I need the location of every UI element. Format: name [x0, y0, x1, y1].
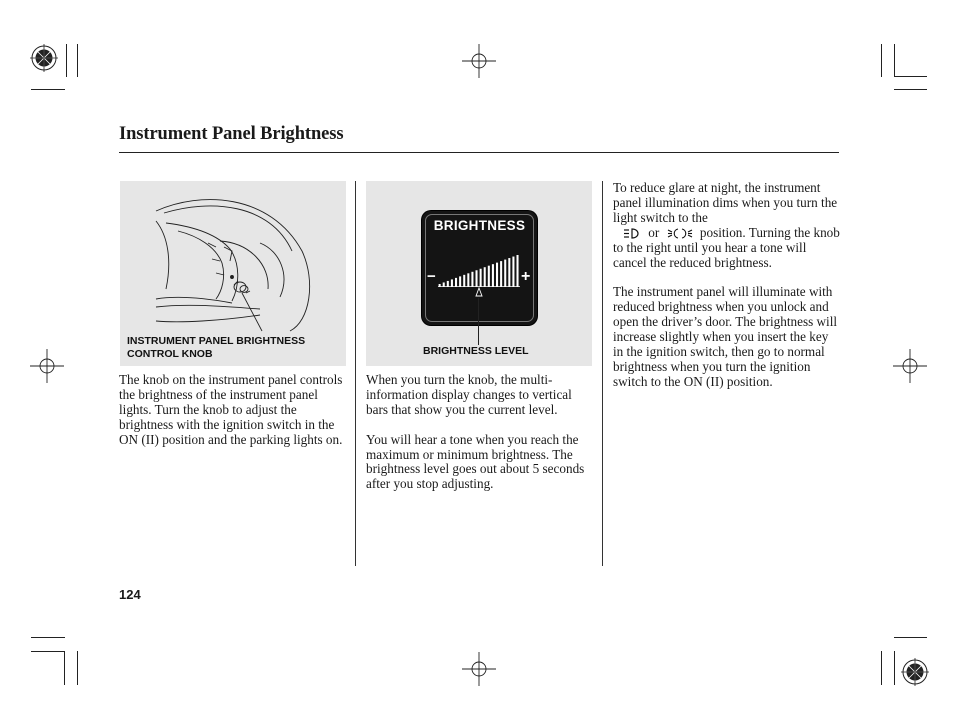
brightness-bar: [467, 273, 469, 287]
brightness-bar: [508, 258, 510, 287]
display-title: BRIGHTNESS: [433, 218, 526, 233]
paragraph: The instrument panel will illuminate with reduced brightness when you unlock and open the driver’s door. The brightness will increase slightly when you insert the key in the ignition switch, then go to normal brightness when you turn the ignition switch to the ON (II) position.: [613, 284, 838, 389]
column-divider: [602, 181, 603, 566]
crop-mark: [881, 44, 882, 77]
text-run: position. Turning the knob to the right until you hear a tone will cancel the reduced brightness.: [613, 224, 840, 270]
crop-mark: [894, 637, 927, 638]
crosshair-icon: [462, 652, 496, 686]
brightness-bar: [484, 267, 486, 287]
plus-sign: +: [521, 268, 531, 285]
crop-mark: [77, 44, 78, 77]
figure-caption: BRIGHTNESS LEVEL: [423, 345, 529, 357]
brightness-leader-line: [478, 298, 479, 345]
crop-mark: [894, 89, 927, 90]
column-2: [366, 373, 592, 507]
paragraph: [613, 181, 841, 270]
brightness-bar: [455, 278, 457, 287]
column-3: [613, 181, 841, 405]
crop-mark: [894, 651, 895, 685]
page-number: 124: [119, 587, 141, 602]
figure-caption: [127, 335, 305, 360]
crop-mark: [64, 651, 65, 685]
brightness-bars: [438, 255, 520, 287]
page-title: Instrument Panel Brightness: [119, 124, 344, 144]
crop-mark: [31, 637, 65, 638]
brightness-bar: [459, 276, 461, 287]
brightness-display-screen: [422, 211, 537, 325]
crop-mark: [66, 44, 67, 77]
brightness-bar: [451, 279, 453, 287]
caption-line: CONTROL KNOB: [127, 347, 213, 360]
registration-mark-icon: [901, 658, 929, 686]
brightness-bar: [496, 263, 498, 287]
crosshair-icon: [893, 349, 927, 383]
parking-light-icon: [667, 228, 693, 239]
crop-mark: [31, 651, 65, 652]
paragraph: When you turn the knob, the multi-information display changes to vertical bars that show you the current level.: [366, 372, 572, 417]
figure-brightness-display: [366, 181, 592, 366]
caption-line: INSTRUMENT PANEL BRIGHTNESS: [127, 335, 306, 347]
minus-sign: −: [427, 268, 436, 285]
brightness-bar: [480, 269, 482, 287]
figure-knob: [120, 181, 346, 366]
paragraph: You will hear a tone when you reach the maximum or minimum brightness. The brightness level goes out about 5 seconds after you stop adjusting.: [366, 431, 585, 492]
crop-mark: [77, 651, 78, 685]
brightness-bar: [492, 264, 494, 287]
brightness-bar: [447, 281, 449, 287]
crop-mark: [894, 76, 927, 77]
crop-mark: [881, 651, 882, 685]
column-1: [119, 373, 344, 462]
text-run: or: [648, 224, 660, 240]
crop-mark: [31, 89, 65, 90]
brightness-bar: [504, 260, 506, 287]
text-run: To reduce glare at night, the instrument panel illumination dims when you turn the light switch to the: [613, 180, 838, 225]
crosshair-icon: [462, 44, 496, 78]
brightness-bar: [512, 257, 514, 287]
crop-mark: [894, 44, 895, 77]
brightness-bar: [500, 261, 502, 287]
crosshair-icon: [30, 349, 64, 383]
registration-mark-icon: [30, 44, 58, 72]
brightness-bar: [476, 270, 478, 287]
brightness-bar: [488, 266, 490, 287]
brightness-bar: [517, 255, 519, 287]
headlight-icon: [623, 228, 641, 239]
paragraph: The knob on the instrument panel controls the brightness of the instrument panel lights. Turn the knob to adjust the brightness with the ignition switch in the ON (II) position and the parking lights on.: [119, 372, 343, 447]
level-pointer-icon: [475, 287, 483, 297]
column-divider: [355, 181, 356, 566]
title-rule: [119, 152, 839, 153]
brightness-bar: [471, 272, 473, 287]
brightness-bar: [463, 275, 465, 287]
